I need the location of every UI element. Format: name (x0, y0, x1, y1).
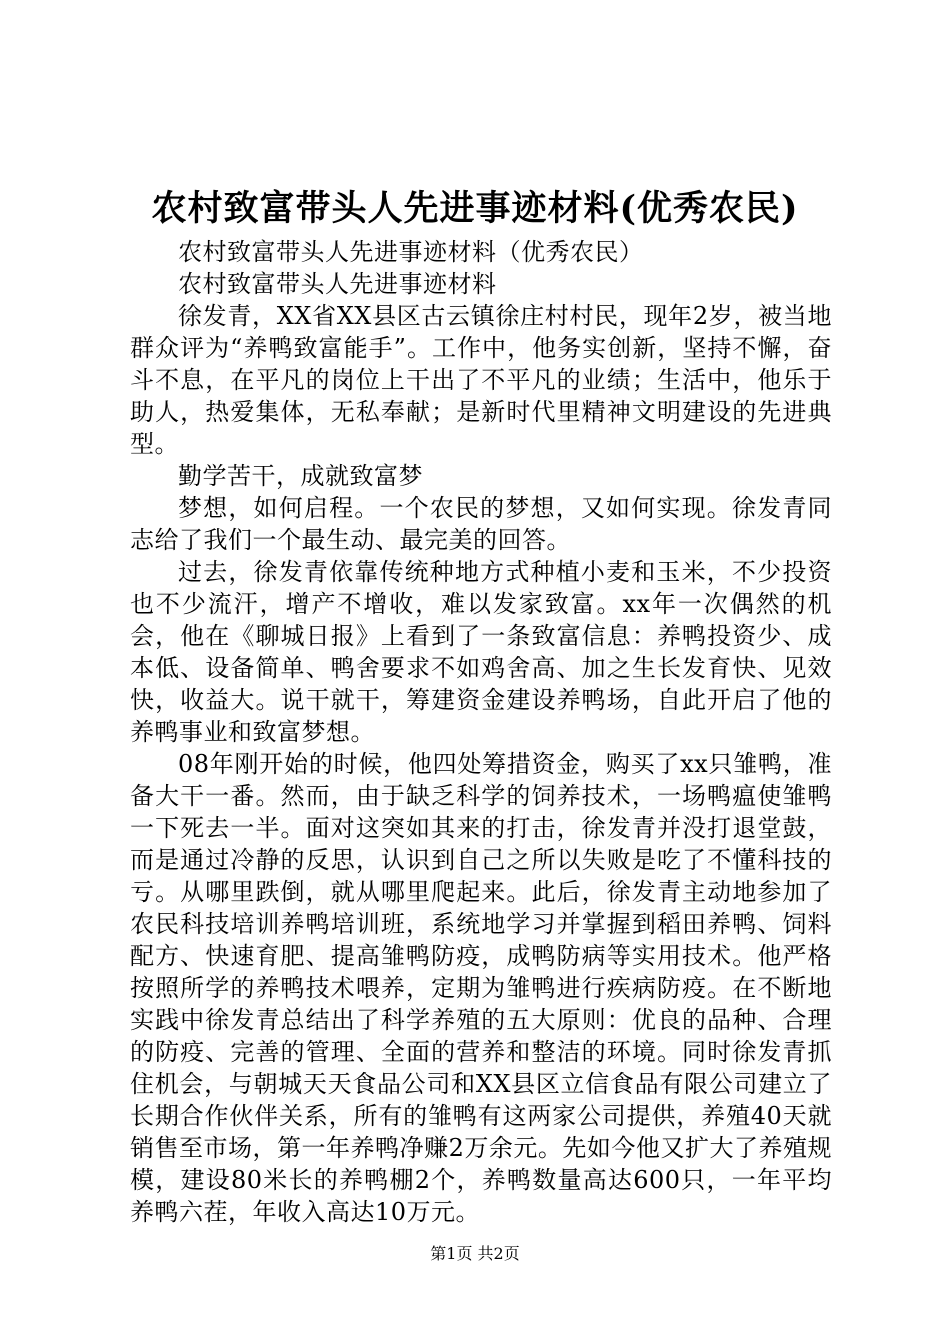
paragraph-subtitle-1: 农村致富带头人先进事迹材料（优秀农民） (178, 238, 644, 266)
paragraph-dream: 梦想，如何启程。一个农民的梦想，又如何实现。徐发青同志给了我们一个最生动、最完美的回答。 (130, 494, 832, 554)
document-body (130, 236, 832, 1228)
page-number: 第1页 共2页 (430, 1244, 520, 1263)
paragraph-intro: 徐发青，XX省XX县区古云镇徐庄村村民，现年2岁，被当地群众评为“养鸭致富能手”。工作中，他务实创新，坚持不懈，奋斗不息，在平凡的岗位上干出了不平凡的业绩；生活中，他乐于助人，热爱集体，无私奉献；是新时代里精神文明建设的先进典型。 (130, 302, 832, 458)
paragraph-past: 过去，徐发青依靠传统种地方式种植小麦和玉米，不少投资也不少流汗，增产不增收，难以发家致富。xx年一次偶然的机会，他在《聊城日报》上看到了一条致富信息：养鸭投资少、成本低、设备简单、鸭舍要求不如鸡舍高、加之生长发育快、见效快，收益大。说干就干，筹建资金建设养鸭场，自此开启了他的养鸭事业和致富梦想。 (130, 558, 832, 746)
document-title: 农村致富带头人先进事迹材料(优秀农民) (151, 188, 799, 229)
section-heading: 勤学苦干，成就致富梦 (178, 462, 423, 490)
paragraph-2008: 08年刚开始的时候，他四处筹措资金，购买了xx只雏鸭，准备大干一番。然而，由于缺乏科学的饲养技术，一场鸭瘟使雏鸭一下死去一半。面对这突如其来的打击，徐发青并没打退堂鼓，而是通过冷静的反思，认识到自己之所以失败是吃了不懂科技的亏。从哪里跌倒，就从哪里爬起来。此后，徐发青主动地参加了农民科技培训养鸭培训班，系统地学习并掌握到稻田养鸭、饲料配方、快速育肥、提高雏鸭防疫，成鸭防病等实用技术。他严格按照所学的养鸭技术喂养，定期为雏鸭进行疾病防疫。在不断地实践中徐发青总结出了科学养殖的五大原则：优良的品种、合理的防疫、完善的管理、全面的营养和整洁的环境。同时徐发青抓住机会，与朝城天天食品公司和XX县区立信食品有限公司建立了长期合作伙伴关系，所有的雏鸭有这两家公司提供，养殖40天就销售至市场，第一年养鸭净赚2万余元。先如今他又扩大了养殖规模，建设80米长的养鸭棚2个，养鸭数量高达600只，一年平均养鸭六茬，年收入高达10万元。 (130, 750, 832, 1226)
paragraph-subtitle-2: 农村致富带头人先进事迹材料 (178, 270, 497, 298)
